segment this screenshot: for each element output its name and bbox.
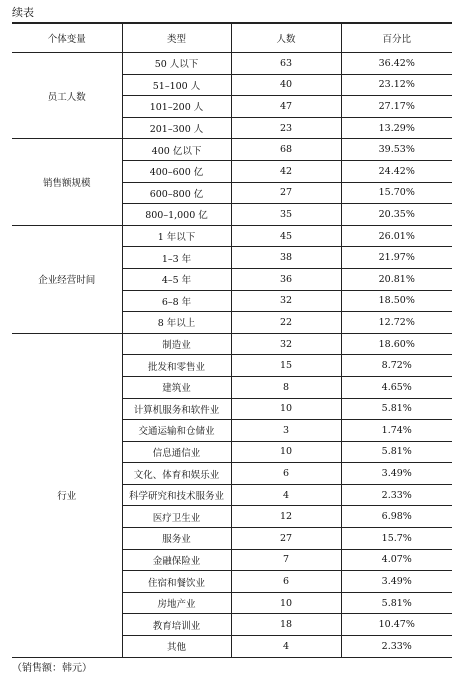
- type-cell: 50 人以下: [122, 53, 231, 75]
- count-cell: 7: [231, 549, 341, 571]
- count-cell: 42: [231, 160, 341, 182]
- percentage-cell: 23.12%: [341, 74, 452, 96]
- percentage-cell: 18.50%: [341, 290, 452, 312]
- type-cell: 800–1,000 亿: [122, 204, 231, 226]
- type-cell: 101–200 人: [122, 96, 231, 118]
- percentage-cell: 3.49%: [341, 463, 452, 485]
- group-label: 员工人数: [12, 53, 122, 139]
- count-cell: 47: [231, 96, 341, 118]
- type-cell: 信息通信业: [122, 441, 231, 463]
- count-cell: 6: [231, 571, 341, 593]
- type-cell: 金融保险业: [122, 549, 231, 571]
- type-cell: 批发和零售业: [122, 355, 231, 377]
- count-cell: 32: [231, 290, 341, 312]
- count-cell: 10: [231, 398, 341, 420]
- percentage-cell: 15.7%: [341, 528, 452, 550]
- continued-label: 续表: [12, 6, 34, 19]
- table-body: [12, 53, 452, 658]
- percentage-cell: 4.07%: [341, 549, 452, 571]
- type-cell: 400 亿以下: [122, 139, 231, 161]
- type-cell: 201–300 人: [122, 117, 231, 139]
- percentage-cell: 39.53%: [341, 139, 452, 161]
- type-cell: 6–8 年: [122, 290, 231, 312]
- footnote: （销售额：韩元）: [12, 663, 92, 674]
- percentage-cell: 24.42%: [341, 160, 452, 182]
- type-cell: 教育培训业: [122, 614, 231, 636]
- type-cell: 8 年以上: [122, 312, 231, 334]
- count-cell: 4: [231, 484, 341, 506]
- type-cell: 600–800 亿: [122, 182, 231, 204]
- count-cell: 35: [231, 204, 341, 226]
- count-cell: 27: [231, 528, 341, 550]
- type-cell: 住宿和餐饮业: [122, 571, 231, 593]
- percentage-cell: 5.81%: [341, 398, 452, 420]
- type-cell: 1 年以下: [122, 225, 231, 247]
- demographics-table: [12, 22, 452, 658]
- percentage-cell: 21.97%: [341, 247, 452, 269]
- count-cell: 4: [231, 636, 341, 658]
- count-cell: 3: [231, 420, 341, 442]
- count-cell: 23: [231, 117, 341, 139]
- count-cell: 10: [231, 592, 341, 614]
- percentage-cell: 6.98%: [341, 506, 452, 528]
- percentage-cell: 20.35%: [341, 204, 452, 226]
- count-cell: 27: [231, 182, 341, 204]
- header-percentage: 百分比: [341, 23, 452, 53]
- table-row: [12, 225, 452, 247]
- header-count: 人数: [231, 23, 341, 53]
- group-label: 企业经营时间: [12, 225, 122, 333]
- percentage-cell: 13.29%: [341, 117, 452, 139]
- percentage-cell: 26.01%: [341, 225, 452, 247]
- type-cell: 其他: [122, 636, 231, 658]
- percentage-cell: 5.81%: [341, 592, 452, 614]
- type-cell: 51–100 人: [122, 74, 231, 96]
- count-cell: 36: [231, 268, 341, 290]
- type-cell: 服务业: [122, 528, 231, 550]
- percentage-cell: 3.49%: [341, 571, 452, 593]
- table-row: [12, 139, 452, 161]
- type-cell: 科学研究和技术服务业: [122, 484, 231, 506]
- type-cell: 计算机服务和软件业: [122, 398, 231, 420]
- header-variable: 个体变量: [12, 23, 122, 53]
- group-label: 行业: [12, 333, 122, 657]
- count-cell: 15: [231, 355, 341, 377]
- type-cell: 房地产业: [122, 592, 231, 614]
- count-cell: 8: [231, 376, 341, 398]
- count-cell: 32: [231, 333, 341, 355]
- table-row: [12, 53, 452, 75]
- percentage-cell: 1.74%: [341, 420, 452, 442]
- count-cell: 22: [231, 312, 341, 334]
- count-cell: 12: [231, 506, 341, 528]
- type-cell: 文化、体育和娱乐业: [122, 463, 231, 485]
- header-row: [12, 23, 452, 53]
- percentage-cell: 8.72%: [341, 355, 452, 377]
- percentage-cell: 4.65%: [341, 376, 452, 398]
- count-cell: 18: [231, 614, 341, 636]
- count-cell: 63: [231, 53, 341, 75]
- percentage-cell: 27.17%: [341, 96, 452, 118]
- percentage-cell: 5.81%: [341, 441, 452, 463]
- percentage-cell: 36.42%: [341, 53, 452, 75]
- count-cell: 68: [231, 139, 341, 161]
- type-cell: 1–3 年: [122, 247, 231, 269]
- count-cell: 6: [231, 463, 341, 485]
- percentage-cell: 12.72%: [341, 312, 452, 334]
- percentage-cell: 15.70%: [341, 182, 452, 204]
- type-cell: 制造业: [122, 333, 231, 355]
- type-cell: 医疗卫生业: [122, 506, 231, 528]
- table-row: [12, 333, 452, 355]
- percentage-cell: 10.47%: [341, 614, 452, 636]
- type-cell: 4–5 年: [122, 268, 231, 290]
- count-cell: 40: [231, 74, 341, 96]
- percentage-cell: 18.60%: [341, 333, 452, 355]
- count-cell: 38: [231, 247, 341, 269]
- group-label: 销售额规模: [12, 139, 122, 225]
- count-cell: 10: [231, 441, 341, 463]
- type-cell: 400–600 亿: [122, 160, 231, 182]
- count-cell: 45: [231, 225, 341, 247]
- percentage-cell: 2.33%: [341, 484, 452, 506]
- type-cell: 交通运输和仓储业: [122, 420, 231, 442]
- header-type: 类型: [122, 23, 231, 53]
- percentage-cell: 20.81%: [341, 268, 452, 290]
- type-cell: 建筑业: [122, 376, 231, 398]
- percentage-cell: 2.33%: [341, 636, 452, 658]
